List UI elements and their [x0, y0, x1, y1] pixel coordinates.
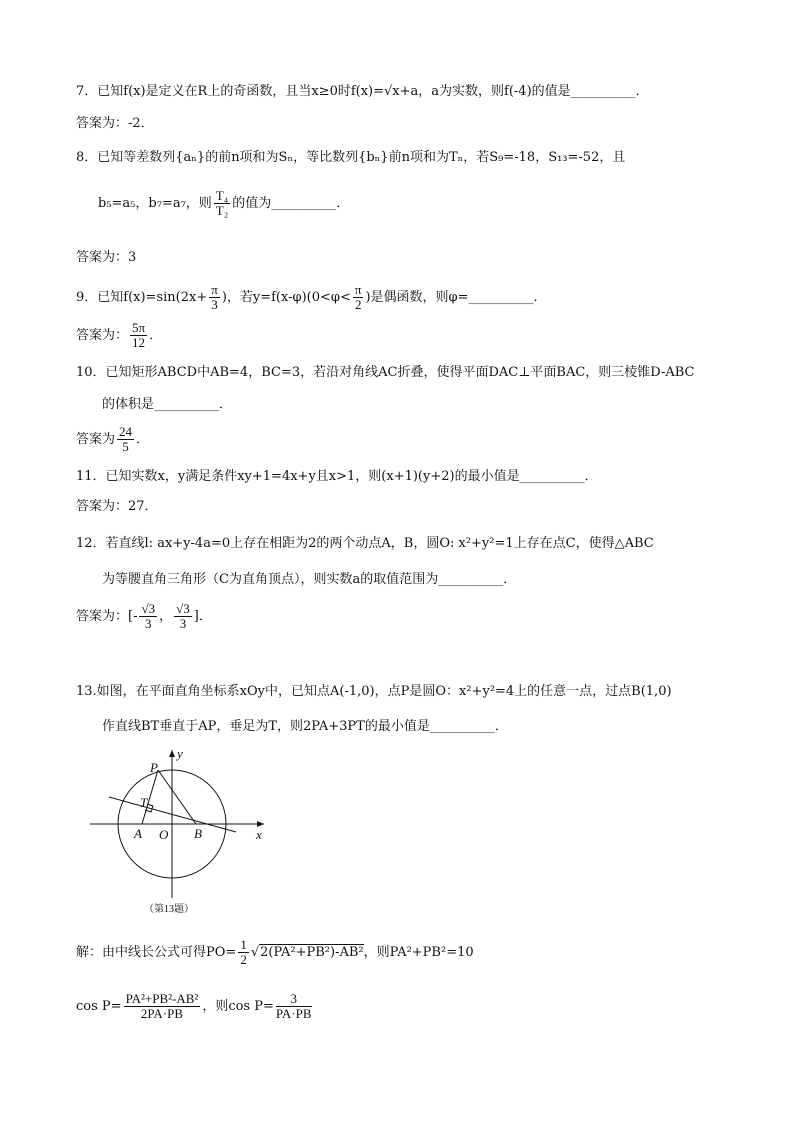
- q12-text-line2: 为等腰直角三角形（C为直角顶点），则实数a的取值范围为__________．: [102, 572, 517, 587]
- q8-frac-den: T₂: [215, 203, 229, 218]
- q9-frac2-num: π: [354, 282, 362, 297]
- q9-answer-num: 5π: [132, 320, 146, 335]
- q9-mid: )，若y=f(x-φ)(0<φ<: [221, 290, 351, 305]
- q9-frac1-num: π: [211, 282, 218, 297]
- sol2-num: PA²+PB²-AB²: [125, 991, 199, 1006]
- q10-text-line1: 10．已知矩形ABCD中AB=4，BC=3，若沿对角线AC折叠，使得平面DAC⊥平面BAC，则三棱锥D-ABC: [76, 365, 695, 380]
- q10-answer-frac: [117, 425, 134, 454]
- q13-text-line1: 13.如图，在平面直角坐标系xOy中，已知点A(-1,0)，点P是圆O：x²+y²=4上的任意一点，过点B(1,0): [76, 684, 672, 699]
- q9-frac2: [353, 283, 364, 312]
- q12-answer-num2: √3: [176, 601, 190, 616]
- q12-answer-frac1: [139, 602, 157, 631]
- q8-line2-post: 的值为__________．: [232, 196, 350, 211]
- sol2-den: 2PA·PB: [140, 1006, 184, 1021]
- sol1-pre: 解：由中线长公式可得PO=: [76, 945, 237, 960]
- sol1-frac-num: 1: [240, 937, 247, 952]
- q10-answer-pre: 答案为: [76, 432, 116, 447]
- q11-answer: 答案为：27．: [76, 499, 158, 514]
- sol1-radical: √: [250, 945, 260, 960]
- sol1-sqrt: 2(PA²+PB²)-AB²: [260, 945, 364, 960]
- q13-text-line2: 作直线BT垂直于AP，垂足为T，则2PA+3PT的最小值是__________．: [102, 719, 508, 734]
- q12-text-line1: 12．若直线l: ax+y-4a=0上存在相距为2的两个动点A，B，圆O: x²+y²=1上存在点C，使得△ABC: [76, 536, 654, 551]
- q10-text-line2: 的体积是__________．: [102, 397, 233, 412]
- q12-answer: [76, 602, 212, 631]
- label-b: B: [194, 826, 202, 841]
- label-o: O: [159, 827, 169, 842]
- label-y: y: [177, 746, 183, 761]
- q10-answer-den: 5: [122, 439, 129, 454]
- y-arrow: [169, 750, 175, 757]
- sol2-den2: PA·PB: [275, 1006, 312, 1021]
- sol1-frac: [238, 938, 249, 967]
- q9-answer-den: 12: [132, 335, 146, 350]
- q8-text-line2: [98, 189, 349, 218]
- q12-answer-num1: √3: [141, 601, 156, 616]
- sol1-post: ，则PA²+PB²=10: [363, 945, 474, 960]
- label-t: T: [140, 795, 148, 810]
- q12-answer-post: ]．: [193, 609, 212, 624]
- sol2-mid: ，则cos P=: [202, 999, 274, 1014]
- q10-answer-post: ．: [136, 432, 150, 447]
- sol1-frac-den: 2: [240, 952, 247, 967]
- q9-answer: [76, 321, 162, 350]
- sol2-pre: cos P=: [76, 999, 122, 1014]
- label-a: A: [134, 826, 142, 841]
- q12-answer-den1: 3: [145, 616, 152, 631]
- sol2-frac1: [124, 992, 201, 1021]
- q8-line2-pre: b₅=a₅，b₇=a₇，则: [98, 196, 212, 211]
- q12-answer-pre: 答案为：[-: [76, 609, 138, 624]
- q11-text: 11．已知实数x，y满足条件xy+1=4x+y且x>1，则(x+1)(y+2)的最小值是__________．: [76, 469, 598, 484]
- q12-answer-den2: 3: [179, 616, 187, 631]
- q13-solution-line2: [76, 992, 314, 1021]
- q8-frac-num: T₄: [215, 188, 229, 203]
- sol2-num2: 3: [276, 992, 312, 1007]
- q9-frac2-den: 2: [354, 297, 362, 312]
- q13-solution-line1: [76, 938, 474, 967]
- q12-answer-mid: ，: [159, 609, 173, 624]
- label-p: P: [150, 760, 158, 775]
- q9-answer-frac: [130, 321, 147, 350]
- q8-answer: 答案为：3: [76, 250, 137, 265]
- q7-text: 7．已知f(x)是定义在R上的奇函数，且当x≥0时f(x)=√x+a，a为实数，则f(-4)的值是__________．: [76, 84, 649, 99]
- q9-frac1-den: 3: [211, 297, 218, 312]
- q8-fraction: [214, 189, 230, 218]
- q7-answer: 答案为：-2．: [76, 116, 154, 131]
- q9-pre: 9．已知f(x)=sin(2x+: [76, 290, 208, 305]
- q10-answer-num: 24: [119, 424, 133, 439]
- q9-text: [76, 283, 547, 312]
- q9-frac1: [209, 283, 220, 312]
- q10-answer: [76, 425, 149, 454]
- figure-caption: （第13题）: [144, 904, 194, 914]
- q13-figure: [84, 744, 284, 914]
- label-x: x: [256, 827, 262, 842]
- q9-answer-pre: 答案为：: [76, 328, 129, 343]
- q8-text-line1: 8．已知等差数列{aₙ}的前n项和为Sₙ，等比数列{bₙ}前n项和为Tₙ，若S₉=-18，S₁₃=-52，且: [76, 150, 626, 165]
- sol2-frac2: [276, 992, 312, 1021]
- q9-post: )是偶函数，则φ=__________．: [365, 290, 547, 305]
- q12-answer-frac2: [174, 602, 192, 631]
- q9-answer-post: ．: [149, 328, 163, 343]
